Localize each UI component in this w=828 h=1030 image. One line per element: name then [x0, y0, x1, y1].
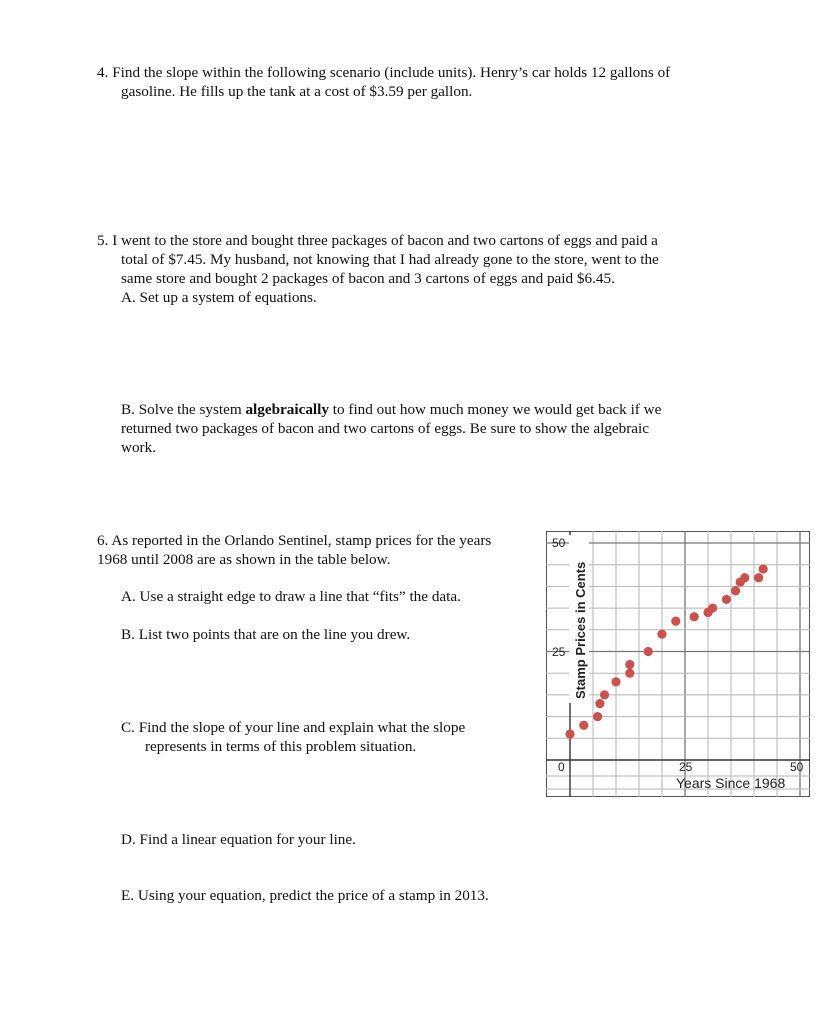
q5-part-b-pre: B. Solve the system	[121, 401, 246, 418]
question-6	[97, 531, 491, 569]
q5-part-b-line-2: returned two packages of bacon and two cartons of eggs. Be sure to show the algebraic	[121, 420, 650, 437]
data-point-3	[593, 712, 602, 721]
q5-line-1: 5. I went to the store and bought three packages of bacon and two cartons of eggs and paid a	[97, 232, 658, 249]
data-point-19	[754, 573, 763, 582]
data-point-5	[600, 690, 609, 699]
q5-line-3: same store and bought 2 packages of bacon and 3 cartons of eggs and paid $6.45.	[121, 270, 615, 287]
data-point-9	[644, 647, 653, 656]
q4-line-2: gasoline. He fills up the tank at a cost of $3.59 per gallon.	[121, 83, 473, 100]
q5-part-b-line-1	[121, 400, 661, 419]
q5-part-b-bold: algebraically	[245, 401, 329, 418]
q6-part-c	[121, 718, 465, 756]
data-point-15	[722, 595, 731, 604]
x-tick-25: 25	[679, 760, 693, 774]
q6-line-1: 6. As reported in the Orlando Sentinel, stamp prices for the years	[97, 532, 492, 549]
data-point-6	[611, 677, 620, 686]
q6-part-b: B. List two points that are on the line you drew.	[121, 626, 411, 643]
q6-part-e: E. Using your equation, predict the price of a stamp in 2013.	[121, 887, 489, 904]
y-tick-50: 50	[552, 536, 566, 550]
data-point-20	[759, 564, 768, 573]
q5-line-2: total of $7.45. My husband, not knowing that I had already gone to the store, went to the	[121, 251, 659, 268]
q5-part-b-line-3: work.	[121, 439, 157, 456]
chart-y-axis-label: Stamp Prices in Cents	[573, 561, 588, 699]
y-tick-25: 25	[552, 645, 566, 659]
q6-line-2: 1968 until 2008 are as shown in the table below.	[97, 551, 391, 568]
q6-part-d: D. Find a linear equation for your line.	[121, 831, 356, 848]
data-point-12	[690, 612, 699, 621]
data-point-2	[579, 721, 588, 730]
chart-x-axis-label: Years Since 1968	[676, 775, 786, 791]
q4-line-1: 4. Find the slope within the following scenario (include units). Henry’s car holds 12 gallons of	[97, 64, 671, 81]
data-point-16	[731, 586, 740, 595]
data-point-4	[595, 699, 604, 708]
q5-part-a: A. Set up a system of equations.	[121, 289, 317, 306]
question-4	[97, 63, 670, 101]
q6-part-a: A. Use a straight edge to draw a line that “fits” the data.	[121, 588, 461, 605]
data-point-8	[625, 660, 634, 669]
q6-part-c-line-2: represents in terms of this problem situation.	[145, 738, 417, 755]
data-point-1	[565, 729, 574, 738]
data-point-11	[671, 617, 680, 626]
data-point-7	[625, 669, 634, 678]
data-point-18	[740, 573, 749, 582]
x-tick-0: 0	[558, 760, 565, 774]
q5-part-b-post: to find out how much money we would get back if we	[328, 401, 662, 418]
q5-part-b	[121, 400, 661, 457]
q6-part-c-line-1: C. Find the slope of your line and explain what the slope	[121, 719, 466, 736]
stamp-price-chart	[546, 531, 810, 797]
data-point-10	[657, 630, 666, 639]
data-point-14	[708, 604, 717, 613]
question-5	[97, 231, 659, 307]
x-tick-50: 50	[790, 760, 804, 774]
